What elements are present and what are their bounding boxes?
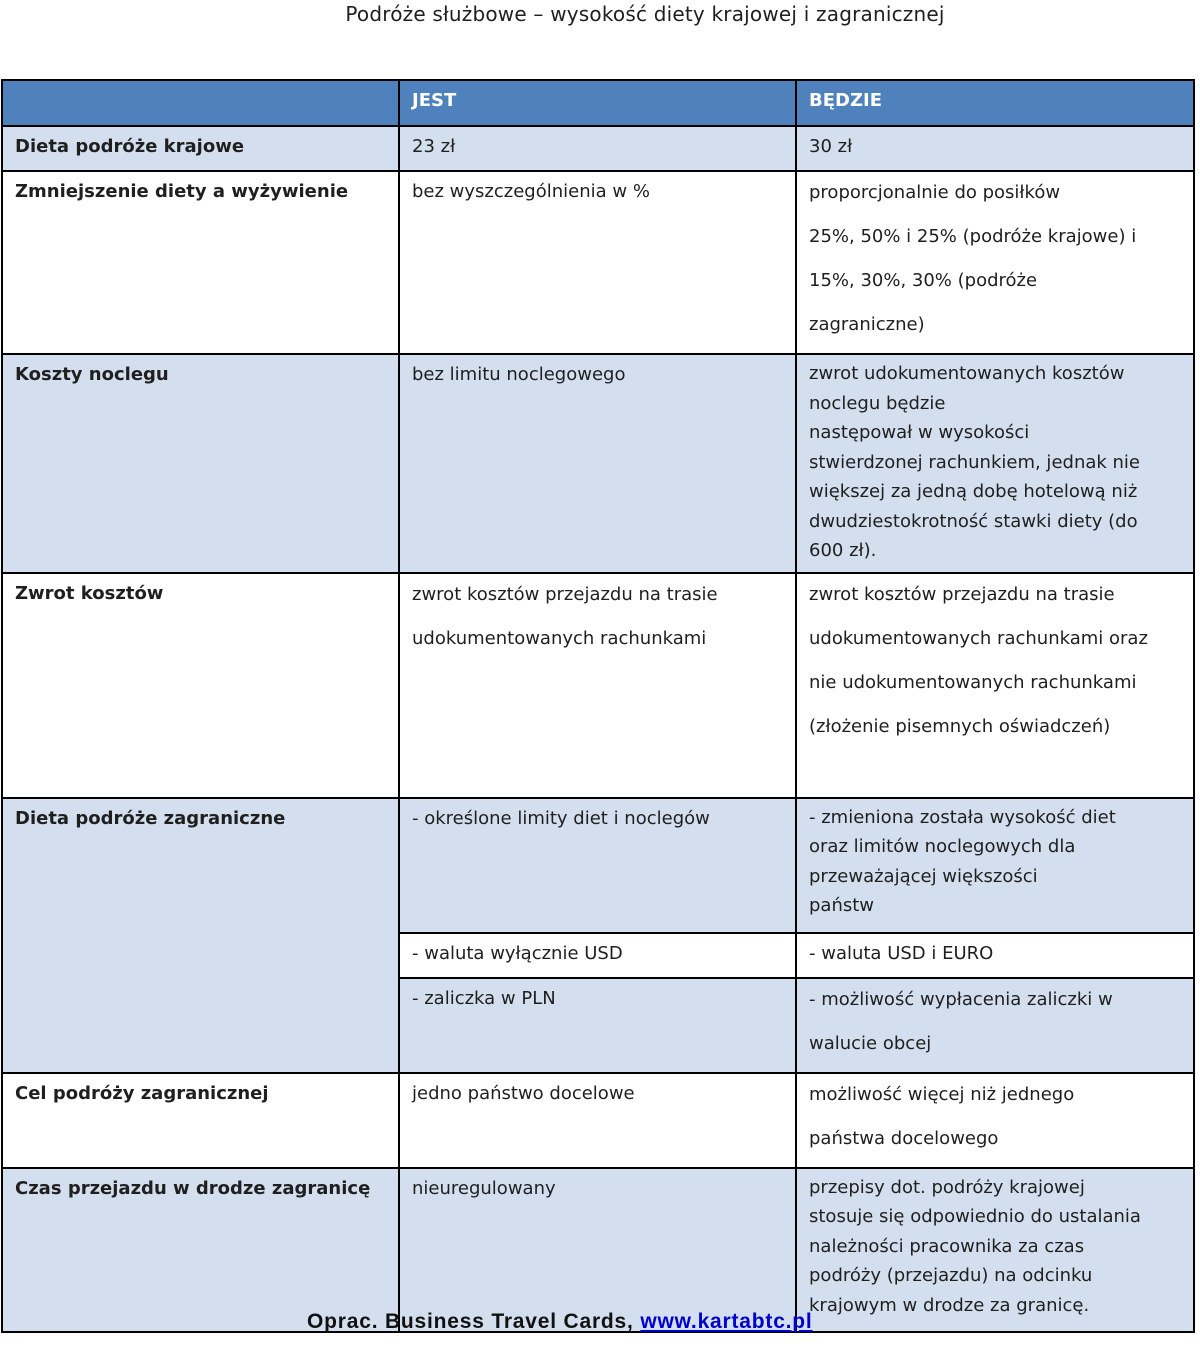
row-label: Zmniejszenie diety a wyżywienie xyxy=(2,171,399,354)
cell-line: nieuregulowany xyxy=(412,1177,556,1199)
cell-line: walucie obcej xyxy=(809,1032,932,1054)
cell-line: jedno państwo docelowe xyxy=(412,1082,635,1104)
bedzie-cell xyxy=(796,354,1194,573)
table-row xyxy=(2,171,1194,354)
cell-line: bez wyszczególnienia w % xyxy=(412,181,650,202)
page-title: Podróże służbowe – wysokość diety krajowej i zagranicznej xyxy=(345,2,945,26)
cell-line: - zaliczka w PLN xyxy=(412,987,556,1009)
cell-line: przepisy dot. podróży krajowej xyxy=(809,1176,1085,1198)
cell-line: 15%, 30%, 30% (podróże xyxy=(809,270,1038,291)
header-empty-cell xyxy=(2,80,399,126)
cell-line: zagraniczne) xyxy=(809,314,925,335)
cell-line: 30 zł xyxy=(809,136,853,157)
bedzie-cell xyxy=(796,171,1194,354)
bedzie-cell xyxy=(796,978,1194,1073)
bedzie-cell xyxy=(796,933,1194,978)
footer-text: Oprac. Business Travel Cards, xyxy=(307,1310,641,1333)
jest-cell xyxy=(399,798,796,933)
jest-cell xyxy=(399,1073,796,1168)
jest-cell xyxy=(399,126,796,171)
jest-cell xyxy=(399,171,796,354)
cell-line: udokumentowanych rachunkami xyxy=(412,627,707,649)
cell-line: - waluta wyłącznie USD xyxy=(412,942,623,964)
bedzie-cell xyxy=(796,798,1194,933)
cell-line: 23 zł xyxy=(412,136,456,157)
cell-line: krajowym w drodze za granicę. xyxy=(809,1294,1090,1316)
row-label: Dieta podróże zagraniczne xyxy=(2,798,399,1073)
jest-cell xyxy=(399,978,796,1073)
cell-line: - możliwość wypłacenia zaliczki w xyxy=(809,988,1113,1010)
row-label: Koszty noclegu xyxy=(2,354,399,573)
bedzie-cell xyxy=(796,1073,1194,1168)
cell-line: bez limitu noclegowego xyxy=(412,364,626,385)
header-bedzie: BĘDZIE xyxy=(796,80,1194,126)
row-label: Zwrot kosztów xyxy=(2,573,399,798)
cell-line: - waluta USD i EURO xyxy=(809,942,994,964)
cell-line: przeważającej większości xyxy=(809,865,1038,887)
cell-line: większej za jedną dobę hotelową niż xyxy=(809,481,1138,502)
source-footer xyxy=(307,1310,813,1334)
website-link[interactable]: www.kartabtc.pl xyxy=(640,1310,813,1333)
cell-line: dwudziestokrotność stawki diety (do xyxy=(809,510,1138,532)
row-label: Cel podróży zagranicznej xyxy=(2,1073,399,1168)
cell-line: państw xyxy=(809,895,875,916)
cell-line: możliwość więcej niż jednego xyxy=(809,1083,1075,1105)
cell-line: noclegu będzie xyxy=(809,392,946,414)
jest-cell xyxy=(399,354,796,573)
cell-line: stosuje się odpowiednio do ustalania xyxy=(809,1206,1141,1227)
cell-line: udokumentowanych rachunkami oraz xyxy=(809,627,1148,649)
cell-line: 25%, 50% i 25% (podróże krajowe) i xyxy=(809,226,1137,247)
header-jest: JEST xyxy=(399,80,796,126)
table-header-row xyxy=(2,80,1194,126)
table-row xyxy=(2,573,1194,798)
jest-cell xyxy=(399,573,796,798)
jest-cell xyxy=(399,1168,796,1332)
bedzie-cell xyxy=(796,1168,1194,1332)
comparison-table xyxy=(1,79,1195,1333)
table-row xyxy=(2,126,1194,171)
cell-line: (złożenie pisemnych oświadczeń) xyxy=(809,715,1111,737)
cell-line: - zmieniona została wysokość diet xyxy=(809,806,1116,828)
row-label: Dieta podróże krajowe xyxy=(2,126,399,171)
cell-line: zwrot udokumentowanych kosztów xyxy=(809,363,1125,384)
cell-line: zwrot kosztów przejazdu na trasie xyxy=(412,583,718,605)
table-row xyxy=(2,1073,1194,1168)
cell-line: 600 zł). xyxy=(809,540,877,561)
jest-cell xyxy=(399,933,796,978)
cell-line: oraz limitów noclegowych dla xyxy=(809,836,1076,857)
cell-line: podróży (przejazdu) na odcinku xyxy=(809,1265,1093,1286)
table-row xyxy=(2,1168,1194,1332)
cell-line: stwierdzonej rachunkiem, jednak nie xyxy=(809,451,1141,473)
bedzie-cell xyxy=(796,573,1194,798)
row-label: Czas przejazdu w drodze zagranicę xyxy=(2,1168,399,1332)
cell-line: państwa docelowego xyxy=(809,1127,999,1149)
bedzie-cell xyxy=(796,126,1194,171)
cell-line: nie udokumentowanych rachunkami xyxy=(809,671,1137,693)
cell-line: - określone limity diet i noclegów xyxy=(412,807,710,829)
cell-line: następował w wysokości xyxy=(809,422,1030,443)
table-row xyxy=(2,798,1194,933)
cell-line: należności pracownika za czas xyxy=(809,1235,1085,1257)
table-row xyxy=(2,354,1194,573)
cell-line: zwrot kosztów przejazdu na trasie xyxy=(809,583,1115,605)
cell-line: proporcjonalnie do posiłków xyxy=(809,182,1061,203)
